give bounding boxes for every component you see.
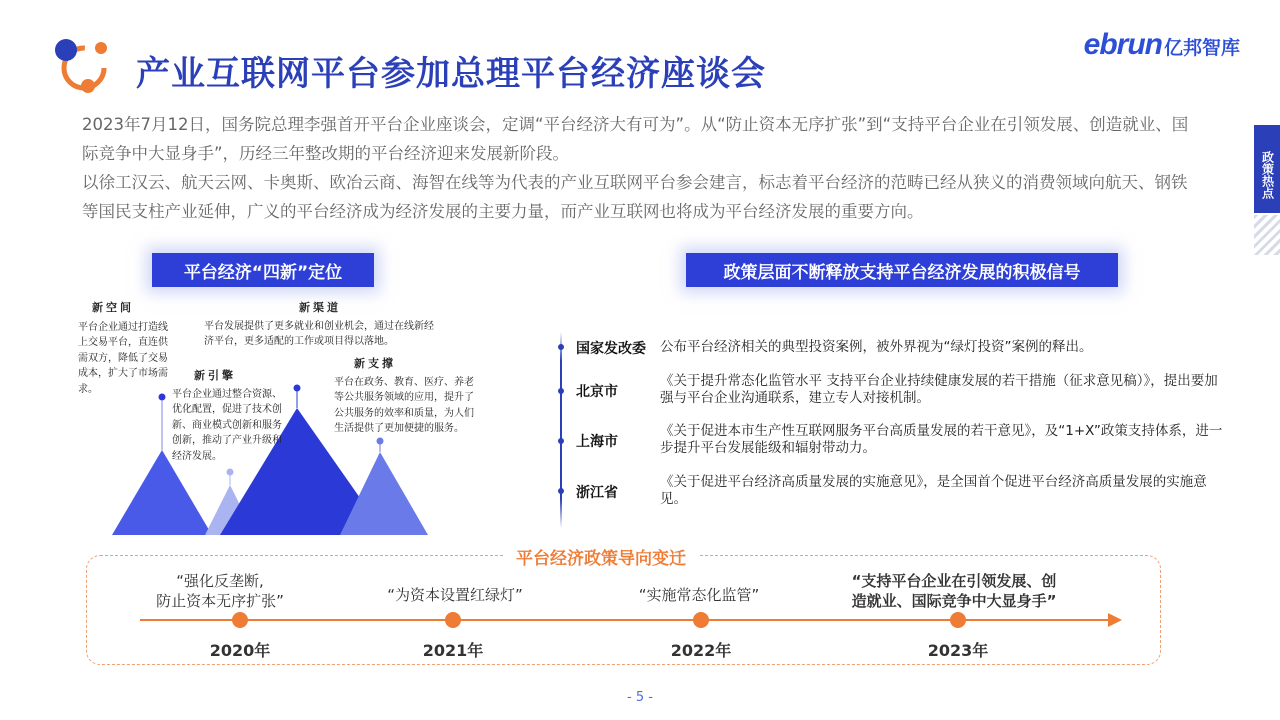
position-title: 新空间 [92,301,134,314]
left-section-header: 平台经济“四新”定位 [152,253,374,287]
timeline-quote-line: 防止资本无序扩张” [156,592,284,610]
timeline-quote-2020 [120,571,320,611]
brand-logo-cn: 亿邦智库 [1163,37,1240,59]
policy-dot [558,438,564,444]
policy-dot [558,488,564,494]
policy-timeline-line [560,332,562,528]
position-new-support [334,356,480,437]
timeline-quote-line: “为资本设置红绿灯” [387,586,523,604]
timeline-quote-line: “强化反垄断, [176,572,264,590]
policy-dot [558,344,564,350]
timeline-dot [950,612,966,628]
position-text: 平台发展提供了更多就业和创业机会，通过在线新经济平台，更多适配的工作或项目得以落地。 [204,320,434,347]
page-number: - 5 - [627,690,653,705]
timeline-dot [445,612,461,628]
policy-region: 北京市 [576,384,618,400]
policy-text: 公布平台经济相关的典型投资案例，被外界视为“绿灯投资”案例的释出。 [660,339,1093,355]
policy-dot [558,388,564,394]
policy-text: 《关于提升常态化监管水平 支持平台企业持续健康发展的若干措施（征求意见稿）》，提出要加强与平台企业沟通联系，建立专人对接机制。 [660,373,1218,406]
position-title: 新引擎 [194,369,236,382]
brand-logo [1084,28,1240,62]
page-title: 产业互联网平台参加总理平台经济座谈会 [136,54,766,94]
intro-text [82,110,1192,226]
timeline-quote-line: “支持平台企业在引领发展、创 [851,572,1057,590]
timeline-arrow-icon [1108,613,1122,627]
side-tab-stripes [1254,215,1280,255]
timeline-quote-line: 造就业、国际竞争中大显身手” [851,592,1057,610]
intro-paragraph-2: 以徐工汉云、航天云网、卡奥斯、欧冶云商、海智在线等为代表的产业互联网平台参会建言，标志着平台经济的范畴已经从狭义的消费领域向航天、钢铁等国民支柱产业延伸，广义的平台经济成为经济发展的主要力量，而产业互联网也将成为平台经济发展的重要方向。 [82,173,1188,221]
position-text: 平台企业通过整合资源、优化配置，促进了技术创新、商业模式创新和服务创新，推动了产业升级和经济发展。 [172,388,282,462]
timeline-quote-2021 [360,585,550,605]
policy-region: 国家发改委 [576,341,646,357]
position-title: 新支撑 [354,357,396,370]
timeline-dot [232,612,248,628]
position-title: 新渠道 [299,301,341,314]
timeline-year: 2023年 [927,641,989,660]
timeline-year: 2022年 [670,641,732,660]
policy-region: 上海市 [576,434,618,450]
timeline-dot [693,612,709,628]
policy-region: 浙江省 [576,485,618,501]
position-text: 平台企业通过打造线上交易平台，直连供需双方，降低了交易成本，扩大了市场需求。 [78,321,168,395]
policy-text: 《关于促进本市生产性互联网服务平台高质量发展的若干意见》，及“1+X”政策支持体系，进一步提升平台发展能级和辐射带动力。 [660,423,1223,456]
intro-paragraph-1: 2023年7月12日，国务院总理李强首开平台企业座谈会，定调“平台经济大有可为”。从“防止资本无序扩张”到“支持平台企业在引领发展、创造就业、国际竞争中大显身手”，历经三年整改期的平台经济迎来发展新阶段。 [82,115,1189,163]
timeline-quote-2023 [820,571,1088,611]
timeline-quote-2022 [604,585,794,605]
timeline-year: 2020年 [209,641,271,660]
timeline-year: 2021年 [422,641,484,660]
brand-logo-en: ebrun [1083,28,1162,61]
timeline-quote-line: “实施常态化监管” [638,586,760,604]
right-section-header: 政策层面不断释放支持平台经济发展的积极信号 [686,253,1118,287]
logo-mark-icon [52,36,112,96]
timeline-title: 平台经济政策导向变迁 [504,544,698,569]
policy-text: 《关于促进平台经济高质量发展的实施意见》，是全国首个促进平台经济高质量发展的实施意见。 [660,474,1207,507]
position-new-space [78,300,168,397]
side-tab: 政策热点 [1254,125,1280,213]
position-new-channel [204,300,436,350]
position-text: 平台在政务、教育、医疗、养老等公共服务领域的应用，提升了公共服务的效率和质量，为人们生活提供了更加便捷的服务。 [334,376,474,434]
position-new-engine [172,368,290,464]
